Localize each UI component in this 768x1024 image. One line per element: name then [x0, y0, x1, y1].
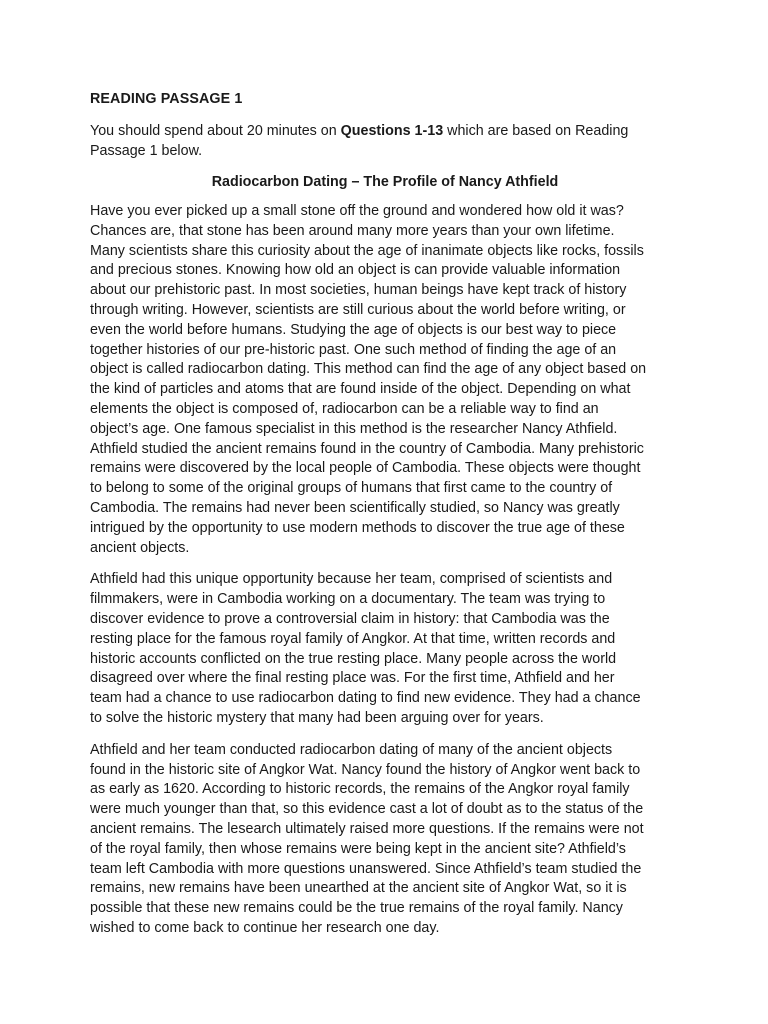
paragraph-line: Many scientists share this curiosity about the age of inanimate objects like rocks, fossils: [90, 242, 644, 259]
paragraph-line: team had a chance to use radiocarbon dating to find new evidence. They had a chance: [90, 690, 641, 707]
paragraph-1: [90, 202, 680, 558]
paragraph-line: wished to come back to continue her research one day.: [90, 919, 440, 936]
intro-text-before: You should spend about 20 minutes on: [90, 123, 341, 139]
intro-line-1: [90, 121, 680, 141]
passage-title: Radiocarbon Dating – The Profile of Nancy Athfield: [211, 174, 559, 190]
paragraph-line: ancient remains. The lesearch ultimately raised more questions. If the remains were not: [90, 820, 644, 837]
paragraph-line: Chances are, that stone has been around many more years than your own lifetime.: [90, 222, 615, 239]
paragraph-line: remains, new remains have been unearthed at the ancient site of Angkor Wat, so it is: [90, 880, 627, 897]
paragraph-line: of the royal family, then whose remains were being kept in the ancient site? Athfield’s: [90, 840, 626, 857]
paragraph-line: historic accounts conflicted on the true resting place. Many people across the world: [90, 650, 617, 667]
intro-line-2: Passage 1 below.: [90, 143, 203, 159]
paragraph-line: Athfield had this unique opportunity because her team, comprised of scientists and: [90, 571, 613, 588]
paragraph-line: object’s age. One famous specialist in this method is the researcher Nancy Athfield.: [90, 420, 618, 437]
paragraph-line: were much younger than that, so this evidence cast a lot of doubt as to the status of the: [90, 801, 644, 818]
paragraph-line: together histories of our pre-historic past. One such method of finding the age of an: [90, 341, 617, 358]
paragraph-line: object is called radiocarbon dating. This method can find the age of any object based on: [90, 361, 647, 378]
paragraph-line: found in the historic site of Angkor Wat. Nancy found the history of Angkor went back to: [90, 761, 641, 778]
paragraph-2: [90, 570, 680, 728]
document-page: [90, 89, 680, 951]
paragraph-line: to solve the historic mystery that many had been arguing over for years.: [90, 709, 544, 726]
paragraph-line: through writing. However, scientists are still curious about the world before writing, or: [90, 301, 626, 318]
paragraph-line: Cambodia. The remains had never been scientifically studied, so Nancy was greatly: [90, 499, 620, 516]
paragraph-line: as early as 1620. According to historic records, the remains of the Angkor royal family: [90, 781, 630, 798]
paragraph-line: resting place for the famous royal family of Angkor. At that time, written records and: [90, 630, 616, 647]
intro-instructions: [90, 121, 680, 161]
paragraph-line: and precious stones. Knowing how old an object is can provide valuable information: [90, 262, 621, 279]
paragraph-line: disagreed over where the final resting place was. For the first time, Athfield and her: [90, 670, 615, 687]
paragraph-line: team left Cambodia with more questions unanswered. Since Athfield’s team studied the: [90, 860, 642, 877]
paragraph-line: intrigued by the opportunity to use modern methods to discover the true age of these: [90, 519, 625, 536]
paragraph-line: Have you ever picked up a small stone off the ground and wondered how old it was?: [90, 203, 624, 219]
paragraph-line: Athfield studied the ancient remains found in the country of Cambodia. Many prehistoric: [90, 440, 644, 457]
paragraph-line: even the world before humans. Studying the age of objects is our best way to piece: [90, 321, 617, 338]
paragraph-line: filmmakers, were in Cambodia working on a documentary. The team was trying to: [90, 591, 606, 608]
paragraph-line: about our prehistoric past. In most societies, human beings have kept track of history: [90, 282, 627, 299]
paragraph-line: ancient objects.: [90, 539, 190, 556]
paragraph-line: discover evidence to prove a controversial claim in history: that Cambodia was the: [90, 610, 610, 627]
paragraph-line: Athfield and her team conducted radiocarbon dating of many of the ancient objects: [90, 741, 613, 758]
paragraph-line: elements the object is composed of, radiocarbon can be a reliable way to find an: [90, 400, 599, 417]
intro-questions-range: Questions 1-13: [340, 123, 444, 139]
paragraph-line: the kind of particles and atoms that are found inside of the object. Depending on what: [90, 381, 631, 398]
section-heading: READING PASSAGE 1: [90, 91, 243, 107]
paragraph-line: possible that these new remains could be the true remains of the royal family. Nancy: [90, 900, 623, 917]
intro-text-after: which are based on Reading: [443, 123, 629, 139]
paragraph-3: [90, 741, 680, 939]
paragraph-line: remains were discovered by the local people of Cambodia. These objects were thought: [90, 460, 641, 477]
paragraph-line: to belong to some of the original groups of humans that first came to the country of: [90, 480, 613, 497]
